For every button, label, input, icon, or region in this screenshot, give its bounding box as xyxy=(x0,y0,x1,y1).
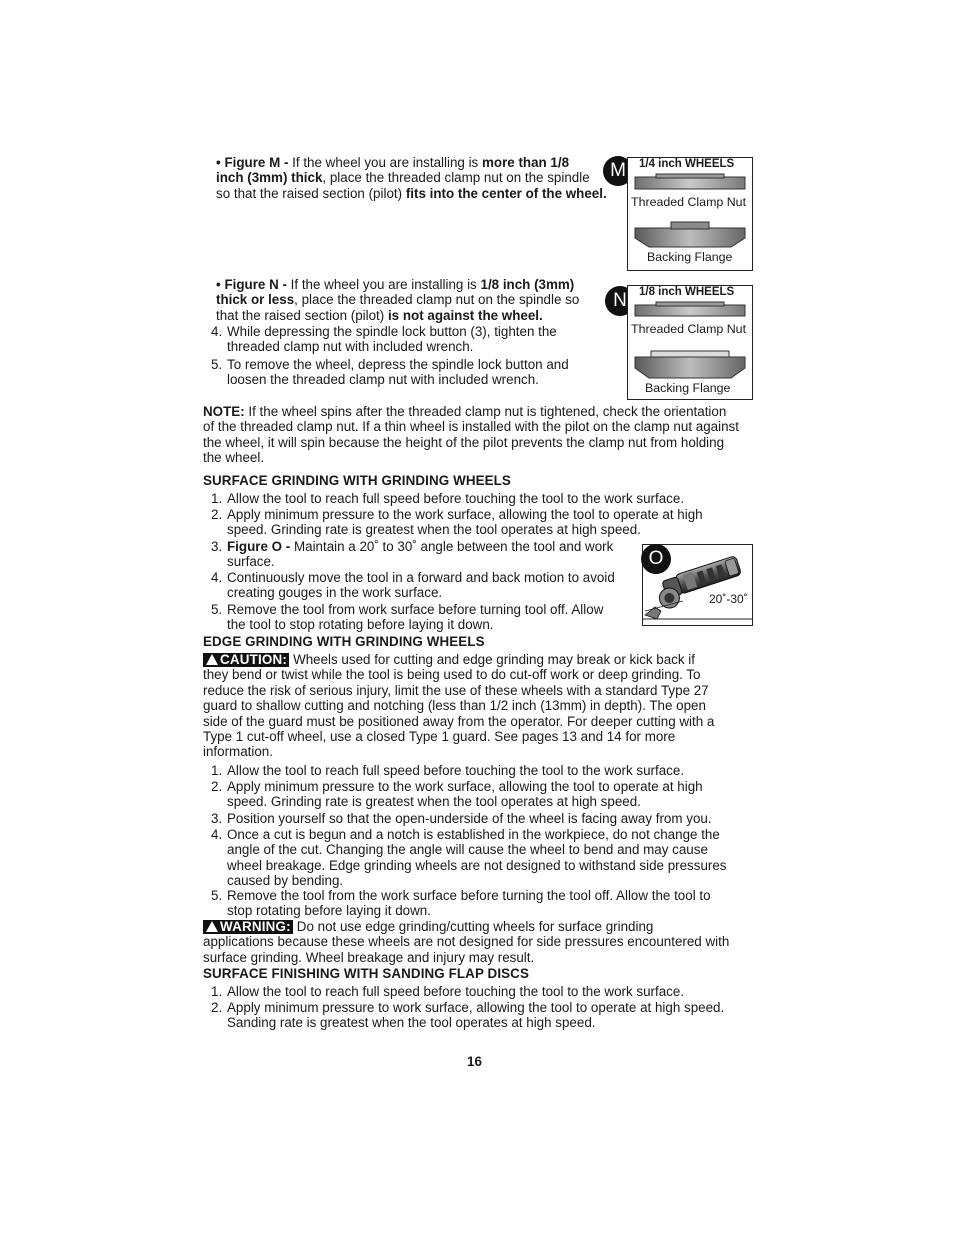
text: they bend or twist while the tool is being used to do cut-off work or deep grinding. To xyxy=(203,667,701,683)
text: threaded clamp nut with included wrench. xyxy=(227,339,474,355)
text: that the raised section (pilot) xyxy=(216,307,385,323)
text: guard to shallow cutting and notching (less than 1/2 inch (13mm) in depth). The open xyxy=(203,698,706,714)
text: Allow the tool to reach full speed before touching the tool to the work surface. xyxy=(227,763,685,778)
step-number: 2. xyxy=(211,1000,223,1015)
text: angle of the cut. Changing the angle will cause the wheel to bend and may cause xyxy=(227,842,708,858)
caution-paragraph xyxy=(203,652,763,760)
text: so that the raised section (pilot) xyxy=(216,185,403,201)
text: Remove the tool from the work surface before turning the tool off. Allow the tool to xyxy=(227,888,711,903)
page-number: 16 xyxy=(467,1054,482,1069)
figure-o-badge: O xyxy=(641,544,671,574)
figure-m-title: 1/4 inch WHEELS xyxy=(639,158,735,170)
text: is not against the wheel. xyxy=(387,307,543,323)
text: loosen the threaded clamp nut with included wrench. xyxy=(227,372,539,388)
figure-n-badge: N xyxy=(605,286,635,316)
text: Continuously move the tool in a forward and back motion to avoid xyxy=(227,570,615,585)
text: the wheel. xyxy=(203,450,265,466)
figure-n-title: 1/8 inch WHEELS xyxy=(639,286,735,298)
text: If the wheel spins after the threaded clamp nut is tightened, check the orientation xyxy=(248,404,727,419)
text: 1/8 inch (3mm) xyxy=(480,277,575,292)
section-heading-edge-grinding: EDGE GRINDING WITH GRINDING WHEELS xyxy=(203,634,485,649)
figure-n-box xyxy=(627,285,753,400)
text: Type 1 cut-off wheel, use a closed Type 1 guard. See pages 13 and 14 for more xyxy=(203,729,676,745)
text: creating gouges in the work surface. xyxy=(227,585,443,601)
text: Wheels used for cutting and edge grinding may break or kick back if xyxy=(293,652,695,667)
figure-n-text xyxy=(216,277,616,323)
step-number: 4. xyxy=(211,324,223,339)
text: thick or less xyxy=(216,292,295,308)
text: more than 1/8 xyxy=(481,155,570,170)
figure-n-label: Figure N - xyxy=(224,277,287,292)
backing-flange-illustration xyxy=(633,349,747,381)
bullet: • xyxy=(216,155,221,170)
text: Position yourself so that the open-underside of the wheel is facing away from you. xyxy=(227,811,712,826)
text: To remove the wheel, depress the spindle lock button and xyxy=(227,357,569,372)
text: If the wheel you are installing is xyxy=(292,155,479,170)
step-number: 2. xyxy=(211,507,223,522)
clamp-nut-illustration xyxy=(634,301,746,319)
text: Do not use edge grinding/cutting wheels for surface grinding xyxy=(296,919,654,934)
text: stop rotating before laying it down. xyxy=(227,903,431,919)
text: If the wheel you are installing is xyxy=(290,277,477,292)
text: Once a cut is begun and a notch is established in the workpiece, do not change the xyxy=(227,827,720,842)
text: surface grinding. Wheel breakage and injury may result. xyxy=(203,949,535,965)
bullet: • xyxy=(216,277,221,292)
text: Sanding rate is greatest when the tool operates at high speed. xyxy=(227,1015,596,1031)
warning-triangle-icon xyxy=(206,654,218,665)
text: Apply minimum pressure to the work surface, allowing the tool to operate at high xyxy=(227,779,703,794)
threaded-clamp-nut-label: Threaded Clamp Nut xyxy=(631,195,747,209)
section-heading-surface-grinding: SURFACE GRINDING WITH GRINDING WHEELS xyxy=(203,473,511,488)
warning-paragraph xyxy=(203,919,763,965)
threaded-clamp-nut-label: Threaded Clamp Nut xyxy=(631,322,747,336)
step-number: 4. xyxy=(211,827,223,842)
text: Remove the tool from work surface before turning tool off. Allow xyxy=(227,602,604,617)
angle-label: 20˚-30˚ xyxy=(709,592,748,606)
warning-label: WARNING: xyxy=(220,919,291,934)
backing-flange-label: Backing Flange xyxy=(647,250,733,264)
step-number: 5. xyxy=(211,888,223,903)
text: Apply minimum pressure to the work surface, allowing the tool to operate at high xyxy=(227,507,703,522)
step-number: 3. xyxy=(211,539,223,554)
text: , place the threaded clamp nut on the spindle xyxy=(322,170,590,186)
text: fits into the center of the wheel. xyxy=(405,185,607,201)
text: Apply minimum pressure to work surface, allowing the tool to operate at high speed. xyxy=(227,1000,725,1015)
text: , place the threaded clamp nut on the spindle so xyxy=(294,292,580,308)
figure-m-box xyxy=(627,157,753,271)
figure-m-text xyxy=(216,155,616,201)
text: information. xyxy=(203,744,273,760)
text: Allow the tool to reach full speed before touching the tool to the work surface. xyxy=(227,984,685,999)
figure-o-label: Figure O - xyxy=(227,539,291,554)
text: the tool to stop rotating before laying it down. xyxy=(227,617,494,633)
text: surface. xyxy=(227,554,275,570)
text: While depressing the spindle lock button (3), tighten the xyxy=(227,324,557,339)
step-number: 4. xyxy=(211,570,223,585)
note-label: NOTE: xyxy=(203,404,245,419)
text: Maintain a 20˚ to 30˚ angle between the tool and work xyxy=(293,539,614,554)
text: inch (3mm) thick xyxy=(216,170,323,186)
text: applications because these wheels are not designed for side pressures encountered with xyxy=(203,934,730,950)
text: Allow the tool to reach full speed before touching the tool to the work surface. xyxy=(227,491,685,506)
text: of the threaded clamp nut. If a thin wheel is installed with the pilot on the clamp nut against xyxy=(203,419,739,435)
step-number: 5. xyxy=(211,602,223,617)
warning-tag xyxy=(203,920,293,934)
note-paragraph xyxy=(203,404,763,466)
warning-triangle-icon xyxy=(206,921,218,932)
step-number: 3. xyxy=(211,811,223,826)
step-number: 5. xyxy=(211,357,223,372)
text: the wheel, it will spin because the height of the pilot prevents the clamp nut from holding xyxy=(203,434,725,450)
section-heading-surface-finishing: SURFACE FINISHING WITH SANDING FLAP DISCS xyxy=(203,966,529,981)
clamp-nut-illustration xyxy=(634,173,746,193)
text: side of the guard must be positioned away from the operator. For deeper cutting with a xyxy=(203,713,715,729)
step-number: 1. xyxy=(211,984,223,999)
backing-flange-label: Backing Flange xyxy=(645,381,731,395)
text: wheel breakage. Edge grinding wheels are not designed to withstand side pressures xyxy=(227,857,727,873)
step-number: 2. xyxy=(211,779,223,794)
step-number: 1. xyxy=(211,491,223,506)
figure-m-badge: M xyxy=(603,156,633,186)
caution-tag xyxy=(203,653,289,667)
text: speed. Grinding rate is greatest when the tool operates at high speed. xyxy=(227,794,641,810)
caution-label: CAUTION: xyxy=(220,652,288,667)
text: speed. Grinding rate is greatest when the tool operates at high speed. xyxy=(227,522,641,538)
step-number: 1. xyxy=(211,763,223,778)
figure-m-label: Figure M - xyxy=(224,155,289,170)
backing-flange-illustration xyxy=(633,220,747,250)
text: caused by bending. xyxy=(227,873,344,889)
text: reduce the risk of serious injury, limit the use of these wheels with a standard Type 27 xyxy=(203,682,709,698)
